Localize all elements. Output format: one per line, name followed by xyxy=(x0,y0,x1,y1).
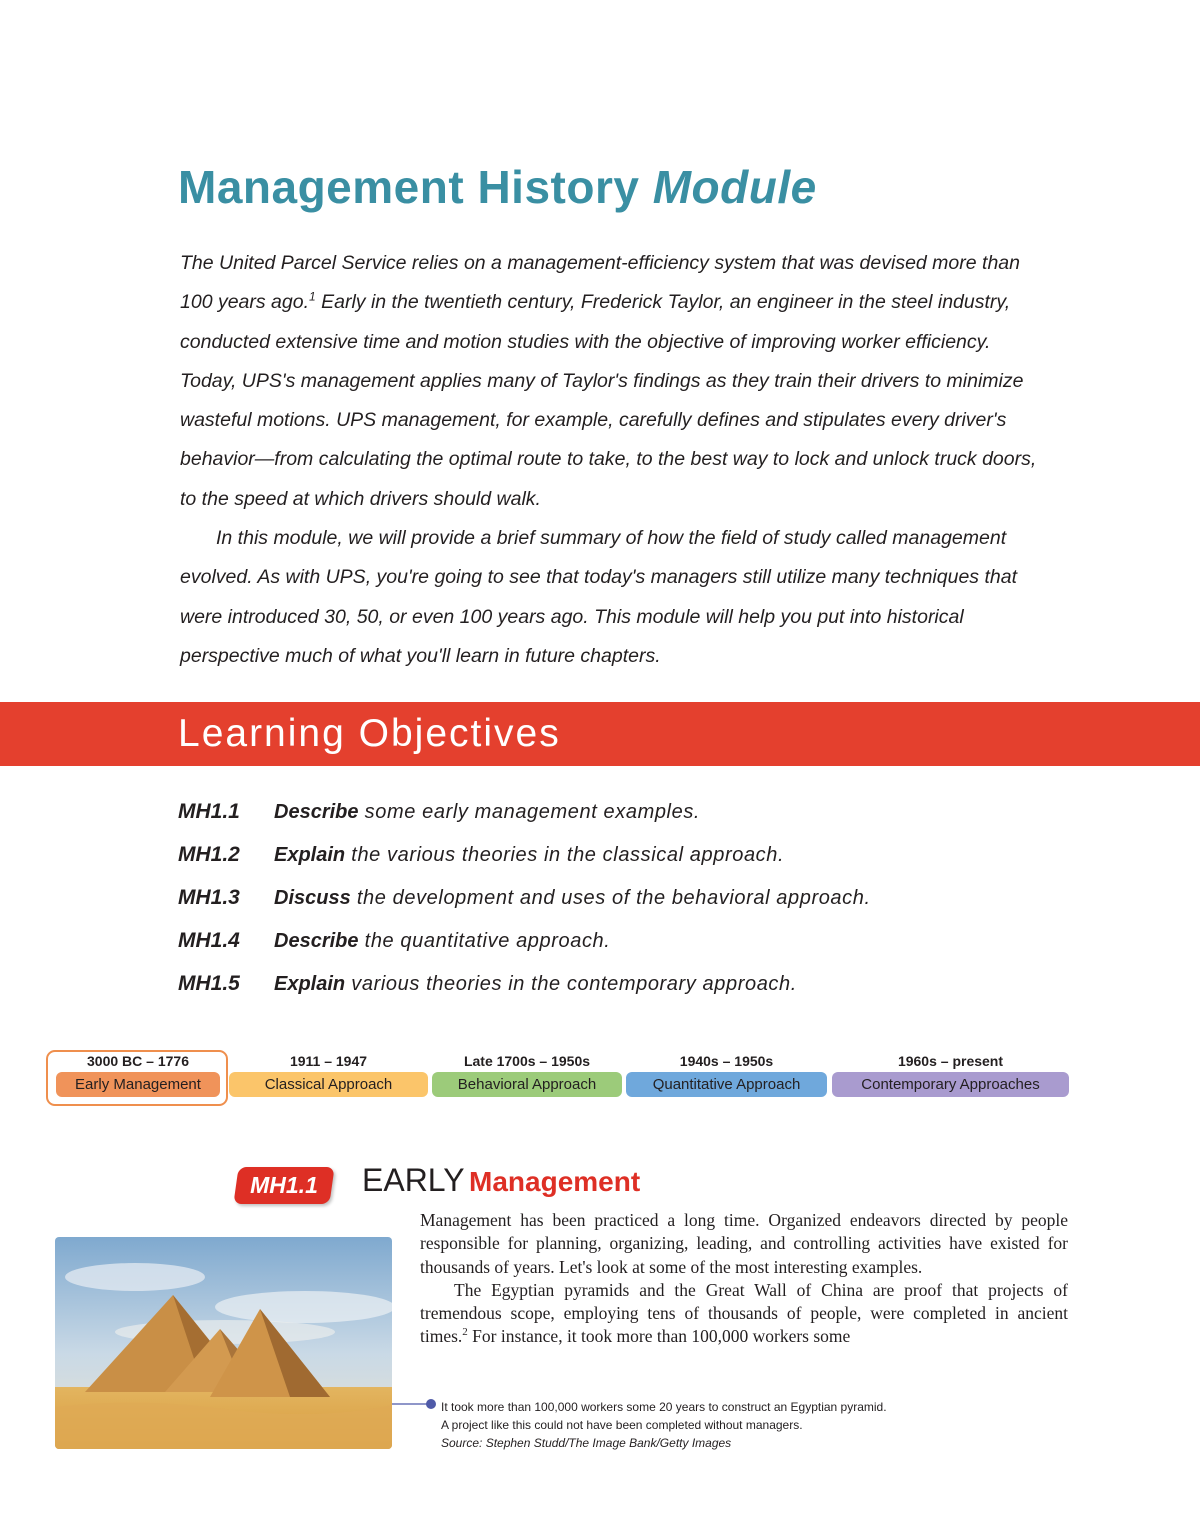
module-title xyxy=(178,160,817,214)
section-badge-label: MH1.1 xyxy=(250,1172,318,1198)
photo-source: Source: Stephen Studd/The Image Bank/Getty Images xyxy=(441,1436,732,1450)
learning-objectives-band xyxy=(0,702,1200,766)
photo-caption xyxy=(441,1398,1061,1452)
intro-paragraph-2: In this module, we will provide a brief summary of how the field of study called management evolved. As with UPS, you're going to see that today's managers still utilize many techniques that were introduced 30, 50, or even 100 years ago. This module will help you put into historical perspective much of what you'll learn in future chapters. xyxy=(180,527,1017,667)
objective-text: the quantitative approach. xyxy=(358,930,611,952)
footnote-ref-1[interactable]: 1 xyxy=(309,289,316,304)
caption-line-1: It took more than 100,000 workers some 20 years to construct an Egyptian pyramid. xyxy=(441,1400,887,1414)
objective-verb: Explain xyxy=(274,844,346,866)
section-paragraph-2 xyxy=(420,1279,1068,1349)
timeline-dates: 3000 BC – 1776 xyxy=(87,1053,189,1069)
objective-item xyxy=(178,843,1078,886)
objective-verb: Discuss xyxy=(274,887,351,909)
caption-bullet-dot xyxy=(426,1399,436,1409)
objective-code: MH1.4 xyxy=(178,929,240,952)
objective-verb: Describe xyxy=(274,930,359,952)
objective-text: the development and uses of the behavioral approach. xyxy=(350,887,871,909)
objective-text: various theories in the contemporary approach. xyxy=(345,973,797,995)
timeline-label: Classical Approach xyxy=(229,1072,428,1097)
objective-item xyxy=(178,929,1078,972)
section-title xyxy=(362,1162,640,1199)
intro-paragraph-1 xyxy=(180,244,1040,519)
timeline-dates: 1940s – 1950s xyxy=(679,1053,774,1069)
intro-text xyxy=(180,244,1040,676)
section-title-early: EARLY xyxy=(362,1162,465,1198)
objective-code: MH1.3 xyxy=(178,886,240,909)
section-paragraph-1: Management has been practiced a long time. Organized endeavors directed by people responsible for planning, organizing, leading, and controlling activities have existed for thousands of years. Let's look at some of the most interesting examples. xyxy=(420,1210,1068,1277)
pyramids-illustration xyxy=(55,1237,392,1449)
section-body xyxy=(420,1209,1068,1349)
objective-code: MH1.5 xyxy=(178,972,240,995)
timeline-segment-contemporary[interactable] xyxy=(832,1050,1069,1097)
intro-paragraph-1-cont: Early in the twentieth century, Frederick Taylor, an engineer in the steel industry, conducted extensive time and motion studies with the objective of improving worker efficiency. Today, UPS's management applies many of Taylor's findings as they train their drivers to minimize wasteful motions. UPS management, for example, carefully defines and stipulates every driver's behavior—from calculating the optimal route to take, to the best way to lock and unlock truck doors, to the speed at which drivers should walk. xyxy=(180,291,1037,510)
section-title-management: Management xyxy=(469,1166,641,1197)
module-title-main: Management History xyxy=(178,161,640,213)
timeline-label: Early Management xyxy=(56,1072,220,1097)
timeline-dates: 1911 – 1947 xyxy=(289,1053,368,1069)
pyramids-photo xyxy=(55,1237,392,1449)
objective-text: some early management examples. xyxy=(358,801,701,823)
objectives-list xyxy=(178,800,1078,1015)
caption-line-2: A project like this could not have been completed without managers. xyxy=(441,1418,803,1432)
objective-item xyxy=(178,886,1078,929)
timeline-label: Contemporary Approaches xyxy=(832,1072,1069,1097)
footnote-ref-2[interactable]: 2 xyxy=(462,1326,468,1339)
objective-code: MH1.1 xyxy=(178,800,240,823)
timeline-dates: Late 1700s – 1950s xyxy=(463,1053,591,1069)
module-title-italic: Module xyxy=(652,161,817,213)
objective-item xyxy=(178,972,1078,1015)
objective-verb: Describe xyxy=(274,801,359,823)
objective-verb: Explain xyxy=(274,973,346,995)
objective-item xyxy=(178,800,1078,843)
timeline-label: Behavioral Approach xyxy=(432,1072,622,1097)
intro-paragraph-1-start: The United Parcel Service relies on a management-efficiency system that was devised more than 100 years ago. xyxy=(180,252,1020,314)
timeline-segment-quantitative[interactable] xyxy=(626,1050,827,1097)
history-timeline xyxy=(0,1050,1200,1110)
learning-objectives-heading: Learning Objectives xyxy=(178,712,561,755)
timeline-label: Quantitative Approach xyxy=(626,1072,827,1097)
timeline-segment-early[interactable] xyxy=(56,1050,220,1097)
section-badge xyxy=(233,1167,334,1204)
timeline-segment-behavioral[interactable] xyxy=(432,1050,622,1097)
timeline-segment-classical[interactable] xyxy=(229,1050,428,1097)
section-paragraph-2-start: The Egyptian pyramids and the Great Wall of China are proof that projects of tremendous scope, employing tens of thousands of people, were completed in ancient times. xyxy=(420,1279,1068,1347)
objective-code: MH1.2 xyxy=(178,843,240,866)
section-paragraph-2-cont: For instance, it took more than 100,000 workers some xyxy=(467,1326,851,1347)
timeline-dates: 1960s – present xyxy=(897,1053,1004,1069)
objective-text: the various theories in the classical approach. xyxy=(345,844,785,866)
